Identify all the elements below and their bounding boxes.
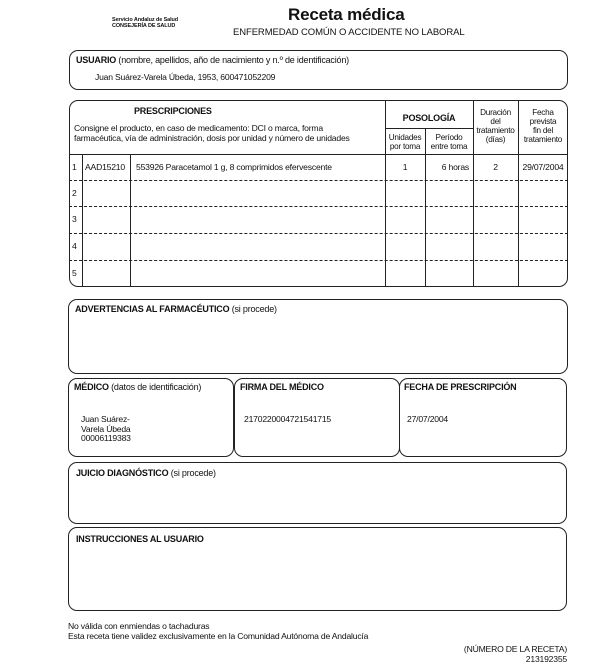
receta-number [464,644,567,664]
medico-name-line-2: Varela Úbeda [81,423,131,434]
col-fecha-line-4: tratamiento [523,135,563,144]
juicio-label-hint: (si procede) [168,468,216,478]
medico-value[interactable] [81,415,131,444]
divider [518,100,519,287]
firma-section [234,378,400,457]
instructions-line-1: Consigne el producto, en caso de medicamento: DCI o marca, forma [74,123,323,133]
row-number: 3 [72,214,77,224]
footer-note-2: Esta receta tiene validez exclusivamente en la Comunidad Autónoma de Andalucía [68,631,369,641]
medico-name-line-1: Juan Suárez- [81,414,130,424]
col-duracion-line-3: tratamiento [476,126,515,135]
col-fecha-line-2: prevista [529,117,557,126]
fecha-prescripcion-value[interactable]: 27/07/2004 [407,414,449,424]
footer-note-1: No válida con enmiendas o tachaduras [68,621,210,631]
prescripciones-title: PRESCRIPCIONES [134,106,212,116]
receta-number-value: 213192355 [525,654,567,664]
row-number: 4 [72,241,77,251]
divider [69,206,568,207]
row-number: 5 [72,268,77,278]
receta-number-label: (NÚMERO DE LA RECETA) [463,644,567,654]
firma-value[interactable]: 2170220004721541715 [244,414,332,424]
medico-label [74,382,201,392]
medico-id: 00006119383 [81,433,131,443]
row-code[interactable]: AAD15210 [85,162,125,172]
usuario-label-hint: (nombre, apellidos, año de nacimiento y n.º de identificación) [116,55,349,65]
advertencias-section[interactable] [68,299,568,374]
row-fecha-fin[interactable]: 29/07/2004 [522,162,564,172]
posologia-title: POSOLOGÍA [402,113,456,123]
col-unidades-line-2: por toma [389,142,421,151]
divider [82,154,83,287]
row-product[interactable]: 553926 Paracetamol 1 g, 8 comprimidos efervescente [136,162,332,172]
org-line-2: CONSEJERÍA DE SALUD [112,23,176,29]
col-fecha-header [518,108,568,144]
divider [425,128,426,287]
firma-label: FIRMA DEL MÉDICO [240,382,324,392]
col-fecha-line-3: fin del [532,126,554,135]
row-unidades[interactable]: 1 [402,162,408,172]
divider [473,100,474,287]
advertencias-label [75,304,277,314]
col-fecha-line-1: Fecha [532,108,554,117]
col-duracion-line-1: Duración [480,108,511,117]
divider [69,260,568,261]
divider [130,154,131,287]
medico-label-text: MÉDICO [74,382,109,392]
row-number: 1 [72,162,77,172]
instrucciones-label: INSTRUCCIONES AL USUARIO [76,534,204,544]
col-duracion-line-2: del [490,117,501,126]
divider [69,154,568,155]
col-duracion-line-4: (días) [485,135,506,144]
fecha-prescripcion-label: FECHA DE PRESCRIPCIÓN [404,382,517,392]
divider [69,180,568,181]
col-periodo-line-2: entre toma [430,142,468,151]
medico-label-hint: (datos de identificación) [108,382,202,392]
row-duracion[interactable]: 2 [493,162,498,172]
col-unidades-header [385,133,425,151]
medico-section [68,378,234,457]
page-title: Receta médica [288,5,405,24]
advertencias-label-hint: (si procede) [229,304,277,314]
juicio-label [76,468,216,478]
col-periodo-line-1: Período [435,133,463,142]
col-periodo-header [425,133,473,151]
divider [69,233,568,234]
juicio-label-text: JUICIO DIAGNÓSTICO [76,468,169,478]
divider [385,128,473,129]
fecha-prescripcion-section [399,378,567,457]
row-periodo[interactable]: 6 horas [441,162,469,172]
instrucciones-section[interactable] [68,527,567,611]
usuario-section [69,50,568,90]
juicio-section[interactable] [68,462,567,524]
usuario-label [76,55,349,65]
advertencias-label-text: ADVERTENCIAS AL FARMACÉUTICO [75,304,230,314]
usuario-value[interactable]: Juan Suárez-Varela Úbeda, 1953, 600471052209 [95,72,276,82]
organization-name [112,17,178,29]
instructions-line-2: farmacéutica, vía de administración, dosis por unidad y número de unidades [74,133,350,143]
row-number: 2 [72,188,77,198]
col-unidades-line-1: Unidades [388,133,422,142]
usuario-label-text: USUARIO [76,55,117,65]
footer-notes [68,621,368,641]
org-line-1: Servicio Andaluz de Salud [112,17,179,23]
col-duracion-header [473,108,518,144]
prescripciones-instructions [74,123,350,143]
page-subtitle: ENFERMEDAD COMÚN O ACCIDENTE NO LABORAL [233,27,465,38]
